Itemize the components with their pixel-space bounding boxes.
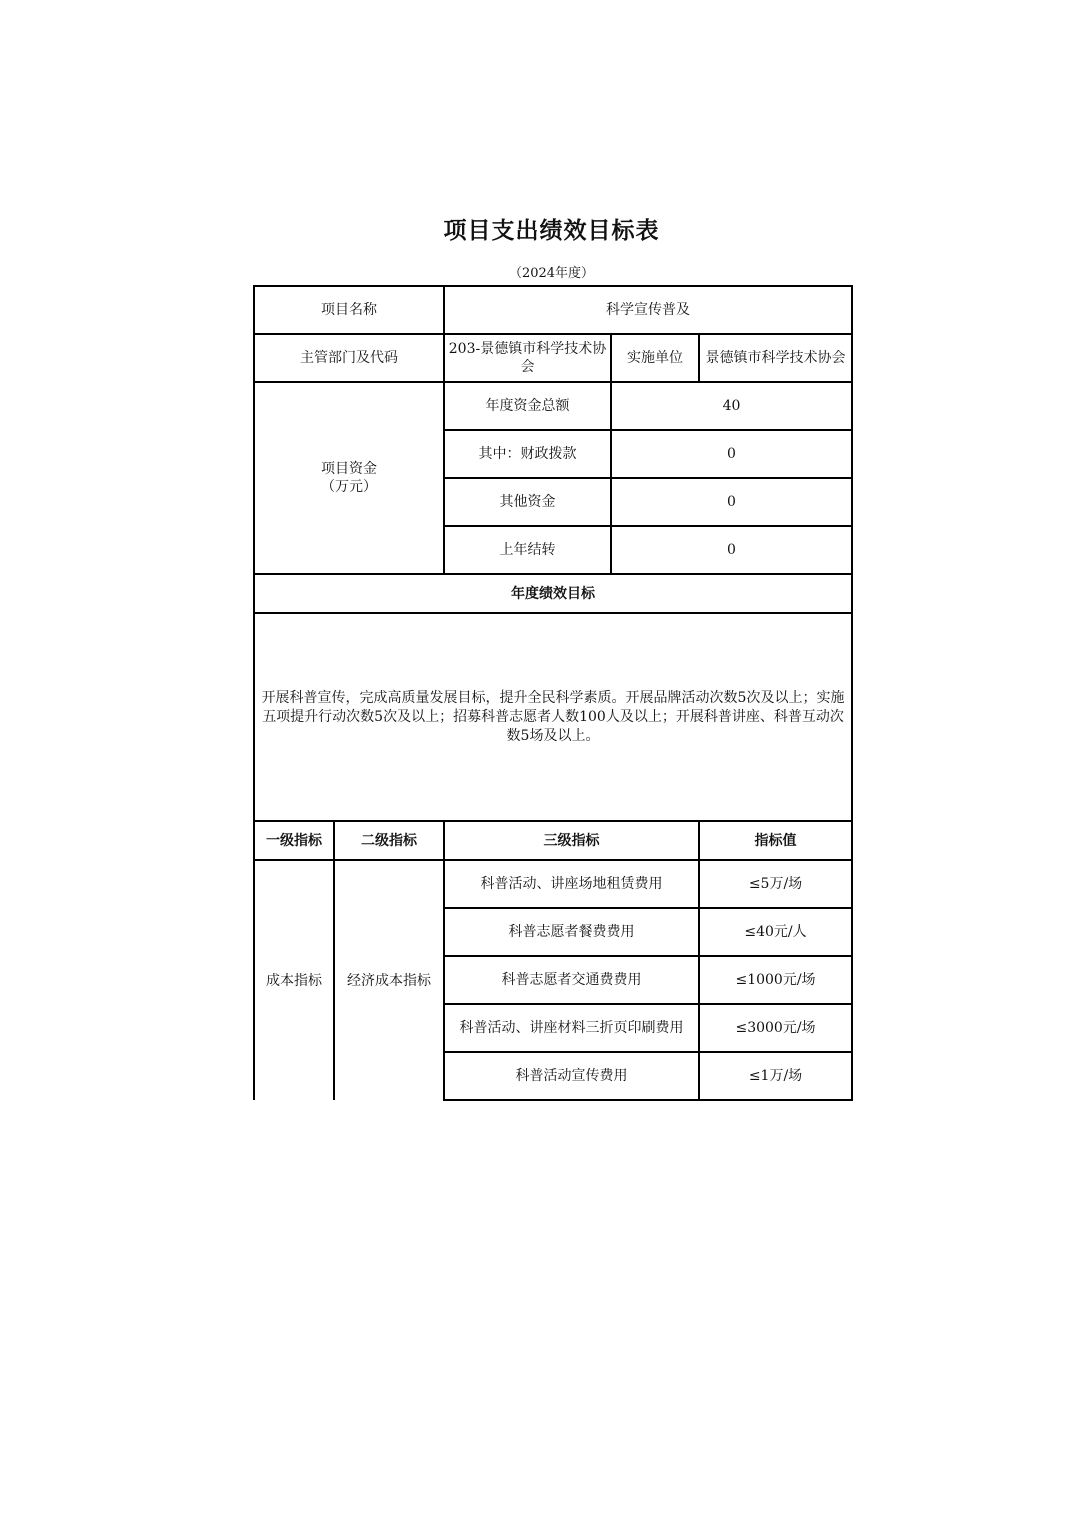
- level3-header: 三级指标: [444, 821, 699, 860]
- funds-row-label: 其中：财政拨款: [444, 430, 611, 478]
- project-name-row: [254, 286, 852, 334]
- indicator-header-row: [254, 821, 852, 860]
- level3-indicator: 科普活动、讲座场地租赁费用: [444, 860, 699, 908]
- annual-goal-row: [254, 613, 852, 821]
- implementing-unit-label: 实施单位: [611, 334, 699, 382]
- funds-row-value: 40: [611, 382, 852, 430]
- funds-row-value: 0: [611, 430, 852, 478]
- indicator-value: ≤3000元/场: [699, 1004, 852, 1052]
- page-title: 项目支出绩效目标表: [443, 217, 660, 244]
- level1-header: 一级指标: [254, 821, 334, 860]
- level3-indicator: 科普活动、讲座材料三折页印刷费用: [444, 1004, 699, 1052]
- implementing-unit-value: 景德镇市科学技术协会: [699, 334, 852, 382]
- project-name-label: 项目名称: [254, 286, 444, 334]
- annual-goal-header-row: [254, 574, 852, 613]
- level1-indicator: 成本指标: [254, 860, 334, 1100]
- funds-unit: （万元）: [321, 479, 377, 495]
- level2-indicator: 经济成本指标: [334, 860, 444, 1100]
- annual-goal-header: 年度绩效目标: [254, 574, 852, 613]
- level3-indicator: 科普活动宣传费用: [444, 1052, 699, 1100]
- indicator-value: ≤40元/人: [699, 908, 852, 956]
- funds-row-value: 0: [611, 526, 852, 574]
- indicator-value: ≤1万/场: [699, 1052, 852, 1100]
- indicator-value-header: 指标值: [699, 821, 852, 860]
- project-name-value: 科学宣传普及: [444, 286, 852, 334]
- page-subtitle: （2024年度）: [508, 266, 595, 281]
- department-label: 主管部门及代码: [254, 334, 444, 382]
- department-value: 203-景德镇市科学技术协会: [444, 334, 611, 382]
- department-row: [254, 334, 852, 382]
- funds-label-cell: [254, 382, 444, 574]
- funds-row-label: 上年结转: [444, 526, 611, 574]
- level2-header: 二级指标: [334, 821, 444, 860]
- funds-row-value: 0: [611, 478, 852, 526]
- level3-indicator: 科普志愿者交通费费用: [444, 956, 699, 1004]
- funds-row-label: 其他资金: [444, 478, 611, 526]
- annual-goal-text: 开展科普宣传，完成高质量发展目标，提升全民科学素质。开展品牌活动次数5次及以上；实施五项提升行动次数5次及以上；招募科普志愿者人数100人及以上；开展科普讲座、科普互动次数5场及以上。: [254, 613, 852, 821]
- funds-row-label: 年度资金总额: [444, 382, 611, 430]
- indicator-value: ≤1000元/场: [699, 956, 852, 1004]
- funds-label: 项目资金: [321, 461, 377, 477]
- performance-table: [253, 285, 853, 1101]
- level3-indicator: 科普志愿者餐费费用: [444, 908, 699, 956]
- indicator-value: ≤5万/场: [699, 860, 852, 908]
- indicator-row: [254, 860, 852, 908]
- funds-row: [254, 382, 852, 430]
